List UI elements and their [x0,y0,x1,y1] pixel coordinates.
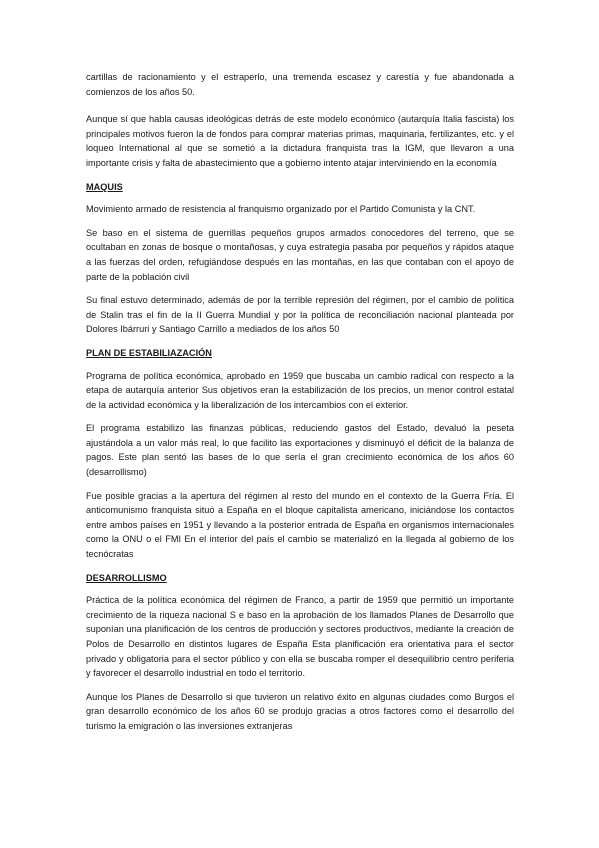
paragraph: cartillas de racionamiento y el estraperlo, una tremenda escasez y carestía y fue abandonada a comienzos de los años 50. [86,72,514,97]
paragraph: Práctica de la política económica del régimen de Franco, a partir de 1959 que permitió un importante crecimiento de la riqueza nacional S e baso en la aprobación de los llamados Planes de Desarrollo que suponían una planificación de los centros de producción y sectores productivos, mediante la creación de Polos de Desarrollo en distintos lugares de España Esta planificación era orientativa para el sector privado y obligatoria para el sector público y con ella se buscaba romper el desequilibrio centro periferia y favorecer el desarrollo industrial en todo el territorio. [86,595,514,679]
paragraph: Aunque sí que habla causas ideológicas detrás de este modelo económico (autarquía Italia fascista) los principales motivos fueron la de fondos para comprar materias primas, maquinaria, fertilizantes, etc. y el loqueo International al que se sometió a la dictadura franquista tras la IGM, que llevaron a una importante crisis y falta de abastecimiento que a gobierno intento atajar interviniendo en la economía [86,114,514,168]
paragraph: Se baso en el sistema de guerrillas pequeños grupos armados conocedores del terreno, que se ocultaban en zonas de bosque o montañosas, y cuya estrategia pasaba por pequeños y rápidos ataque a las fuerzas del orden, refugiándose después en las montañas, en las que contaban con el apoyo de parte de la población civil [86,227,514,282]
paragraph: Aunque los Planes de Desarrollo si que tuvieron un relativo éxito en algunas ciudades como Burgos el gran desarrollo económico de los años 60 se produjo gracias a otros factores como el desarrollo del turismo la emigración o las inversiones extranjeras [86,691,514,731]
section-heading-desarrollismo: DESARROLLISMO [86,572,167,583]
paragraph: Su final estuvo determinado, además de por la terrible represión del régimen, por el cambio de política de Stalin tras el fin de la II Guerra Mundial y por la política de reconciliación nacional planteada por Dolores Ibárruri y Santiago Carrillo a mediados de los años 50 [86,295,514,335]
section-heading-maquis: MAQUIS [86,181,123,192]
paragraph: Movimiento armado de resistencia al franquismo organizado por el Partido Comunista y la CNT. [86,204,476,215]
section-heading-plan-estabilizacion: PLAN DE ESTABILIAZACIÓN [86,347,212,358]
document-body [86,70,514,743]
paragraph: Fue posible gracias a la apertura del régimen al resto del mundo en el contexto de la Guerra Fría. El anticomunismo franquista situó a España en el bloque capitalista americano, iniciándose los contactos entre ambos países en 1951 y llevando a la posterior entrada de España en organismos internacionales como la ONU o el FMI En el interior del país el cambio se materializó en la llegada al gobierno de los tecnócratas [86,490,514,560]
paragraph: El programa estabilizo las finanzas públicas, reduciendo gastos del Estado, devaluó la peseta ajustándola a un valor más real, lo que facilito las exportaciones y disminuyó el déficit de la balanza de pagos. Este plan sentó las bases de lo que sería el gran crecimiento económica de los años 60 (desarrollismo) [86,423,514,478]
paragraph: Programa de política económica, aprobado en 1959 que buscaba un cambio radical con respecto a la etapa de autarquía anterior Sus objetivos eran la estabilización de los precios, un menor control estatal de la actividad económica y la liberalización de los intercambios con el exterior. [86,370,514,410]
